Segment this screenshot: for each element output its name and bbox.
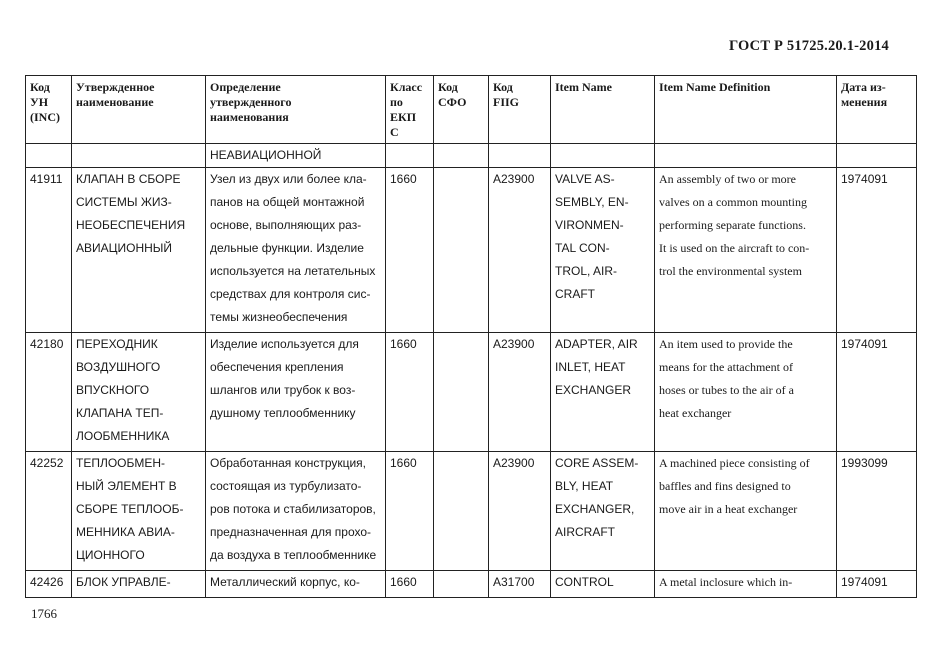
cell-fiig: A31700 xyxy=(489,571,551,598)
cell-name-line: СБОРЕ ТЕПЛООБ- xyxy=(76,502,184,516)
cell-item-name-line: VALVE AS- xyxy=(555,172,615,186)
header-line: Утвержденное xyxy=(76,80,155,94)
cell-item-definition-line: A machined piece consisting of xyxy=(659,456,810,470)
header-line: СФО xyxy=(438,95,467,109)
cell-item-definition-line: move air in a heat exchanger xyxy=(659,502,798,516)
cell-name-line: КЛАПАНА ТЕП- xyxy=(76,406,164,420)
cell-class: 1660 xyxy=(386,168,434,333)
header-line: Код xyxy=(438,80,458,94)
cell-definition-line: Обработанная конструкция, xyxy=(210,456,367,470)
header-line: УН xyxy=(30,95,49,109)
cell-fiig: A23900 xyxy=(489,168,551,333)
cell-definition-line: состоящая из турбулизато- xyxy=(210,479,362,493)
cell-inc: 42180 xyxy=(26,333,72,452)
cell-item-definition-line: hoses or tubes to the air of a xyxy=(659,383,794,397)
cell-definition-line: да воздуха в теплообменнике xyxy=(210,548,377,562)
cell-item-definition xyxy=(655,168,837,333)
table-row xyxy=(26,168,917,333)
cell-name-line: ЛООБМЕННИКА xyxy=(76,429,170,443)
cell-name-line: СИСТЕМЫ ЖИЗ- xyxy=(76,195,172,209)
cell-item-name-line: CRAFT xyxy=(555,287,595,301)
cell-item-definition-line: baffles and fins designed to xyxy=(659,479,791,493)
cell-definition-line: обеспечения крепления xyxy=(210,360,344,374)
cell-item-name xyxy=(551,168,655,333)
cell-definition-line: Узел из двух или более кла- xyxy=(210,172,367,186)
cell-item-name-line: TAL CON- xyxy=(555,241,610,255)
cell-definition-line: предназначенная для прохо- xyxy=(210,525,372,539)
cell-date: 1974091 xyxy=(837,168,917,333)
cell-date: 1993099 xyxy=(837,452,917,571)
header-line: Код xyxy=(30,80,50,94)
cell-item-definition-line: means for the attachment of xyxy=(659,360,793,374)
cell-name-line: БЛОК УПРАВЛЕ- xyxy=(76,575,171,589)
header-line: Item Name Definition xyxy=(659,80,771,94)
cell-definition-line: используется на летательных xyxy=(210,264,376,278)
header-line: Определение xyxy=(210,80,281,94)
cell-item-name-line: AIRCRAFT xyxy=(555,525,615,539)
header-line: FIIG xyxy=(493,95,520,109)
cell-item-name-line: EXCHANGER, xyxy=(555,502,635,516)
cell-inc: 42426 xyxy=(26,571,72,598)
header-inc xyxy=(26,76,72,144)
header-line: Код xyxy=(493,80,513,94)
cell-name-line: КЛАПАН В СБОРЕ xyxy=(76,172,181,186)
cell-item-definition-line: trol the environmental system xyxy=(659,264,802,278)
table-row xyxy=(26,333,917,452)
cell-item-name-line: BLY, HEAT xyxy=(555,479,614,493)
cell-name-line: ЦИОННОГО xyxy=(76,548,145,562)
cell-item-definition-line: It is used on the aircraft to con- xyxy=(659,241,810,255)
cell-item-name-line: EXCHANGER xyxy=(555,383,632,397)
cell-name xyxy=(72,168,206,333)
cell-inc: 41911 xyxy=(26,168,72,333)
cell-definition xyxy=(206,571,386,598)
cell-definition-line: Изделие используется для xyxy=(210,337,359,351)
cell-date: 1974091 xyxy=(837,333,917,452)
cell-item-definition-line: heat exchanger xyxy=(659,406,732,420)
cell-date: 1974091 xyxy=(837,571,917,598)
header-item-name xyxy=(551,76,655,144)
cell-class: 1660 xyxy=(386,333,434,452)
nomenclature-table xyxy=(25,75,917,598)
table-row xyxy=(26,452,917,571)
cell-definition-line: темы жизнеобеспечения xyxy=(210,310,348,324)
cell-definition xyxy=(206,168,386,333)
header-line: наименование xyxy=(76,95,154,109)
cell-item-definition-line: valves on a common mounting xyxy=(659,195,807,209)
cell-name-line: ПЕРЕХОДНИК xyxy=(76,337,158,351)
cell-definition-line: дельные функции. Изделие xyxy=(210,241,364,255)
header-line: утвержденного xyxy=(210,95,292,109)
cell-sfo xyxy=(434,571,489,598)
cell-sfo xyxy=(434,452,489,571)
cell-name-line: НЕОБЕСПЕЧЕНИЯ xyxy=(76,218,186,232)
cell-definition-line: шлангов или трубок к воз- xyxy=(210,383,356,397)
page-number: 1766 xyxy=(31,606,57,621)
header-date xyxy=(837,76,917,144)
cell-name-line: АВИАЦИОННЫЙ xyxy=(76,241,173,255)
header-line: менения xyxy=(841,95,888,109)
cell-item-name-line: CORE ASSEM- xyxy=(555,456,639,470)
header-line: ЕКП xyxy=(390,110,417,124)
header-line: Класс xyxy=(390,80,423,94)
cell-item-name xyxy=(551,333,655,452)
header-line: Дата из- xyxy=(841,80,886,94)
cell-item-definition-line: An assembly of two or more xyxy=(659,172,796,186)
cell-definition-line: панов на общей монтажной xyxy=(210,195,365,209)
cell-item-name xyxy=(551,571,655,598)
cell-class: 1660 xyxy=(386,571,434,598)
cell-definition xyxy=(206,452,386,571)
cell-item-definition xyxy=(655,571,837,598)
header-line: Item Name xyxy=(555,80,612,94)
cell-name xyxy=(72,571,206,598)
cell-sfo xyxy=(434,333,489,452)
header-line: по xyxy=(390,95,403,109)
cell-item-definition-line: A metal inclosure which in- xyxy=(659,575,793,589)
header-sfo xyxy=(434,76,489,144)
cell-sfo xyxy=(434,168,489,333)
cell-item-definition xyxy=(655,333,837,452)
header-item-definition xyxy=(655,76,837,144)
cell-definition-line: основе, выполняющих раз- xyxy=(210,218,362,232)
header-fiig xyxy=(489,76,551,144)
cell-inc: 42252 xyxy=(26,452,72,571)
document-standard-title: ГОСТ Р 51725.20.1-2014 xyxy=(728,38,889,54)
cell-definition-line: средствах для контроля сис- xyxy=(210,287,371,301)
header-line: (INC) xyxy=(30,110,60,124)
cell-class: 1660 xyxy=(386,452,434,571)
cell-fiig: A23900 xyxy=(489,452,551,571)
cell-item-name-line: CONTROL xyxy=(555,575,614,589)
cell-item-name xyxy=(551,452,655,571)
cell-name-line: МЕННИКА АВИА- xyxy=(76,525,175,539)
cell-item-name-line: VIRONMEN- xyxy=(555,218,624,232)
cell-name-line: НЫЙ ЭЛЕМЕНТ В xyxy=(76,479,177,493)
header-line: наименования xyxy=(210,110,289,124)
cell-definition-line: ров потока и стабилизаторов, xyxy=(210,502,376,516)
cell-item-definition-line: performing separate functions. xyxy=(659,218,806,232)
cell-fiig: A23900 xyxy=(489,333,551,452)
cell-name-line: ВОЗДУШНОГО xyxy=(76,360,161,374)
cell-definition-line: душному теплообменнику xyxy=(210,406,356,420)
cell-item-name-line: SEMBLY, EN- xyxy=(555,195,629,209)
cell-item-name-line: ADAPTER, AIR xyxy=(555,337,638,351)
continuation-text: НЕАВИАЦИОННОЙ xyxy=(206,144,386,168)
cell-name-line: ТЕПЛООБМЕН- xyxy=(76,456,166,470)
header-class xyxy=(386,76,434,144)
header-definition xyxy=(206,76,386,144)
continuation-row xyxy=(26,144,917,168)
table-header-row xyxy=(26,76,917,144)
cell-name xyxy=(72,333,206,452)
cell-name-line: ВПУСКНОГО xyxy=(76,383,150,397)
cell-item-definition xyxy=(655,452,837,571)
header-name xyxy=(72,76,206,144)
table-row xyxy=(26,571,917,598)
cell-definition xyxy=(206,333,386,452)
cell-definition-line: Металлический корпус, ко- xyxy=(210,575,360,589)
cell-item-name-line: TROL, AIR- xyxy=(555,264,618,278)
cell-item-name-line: INLET, HEAT xyxy=(555,360,626,374)
header-line: С xyxy=(390,125,399,139)
cell-item-definition-line: An item used to provide the xyxy=(659,337,793,351)
cell-name xyxy=(72,452,206,571)
